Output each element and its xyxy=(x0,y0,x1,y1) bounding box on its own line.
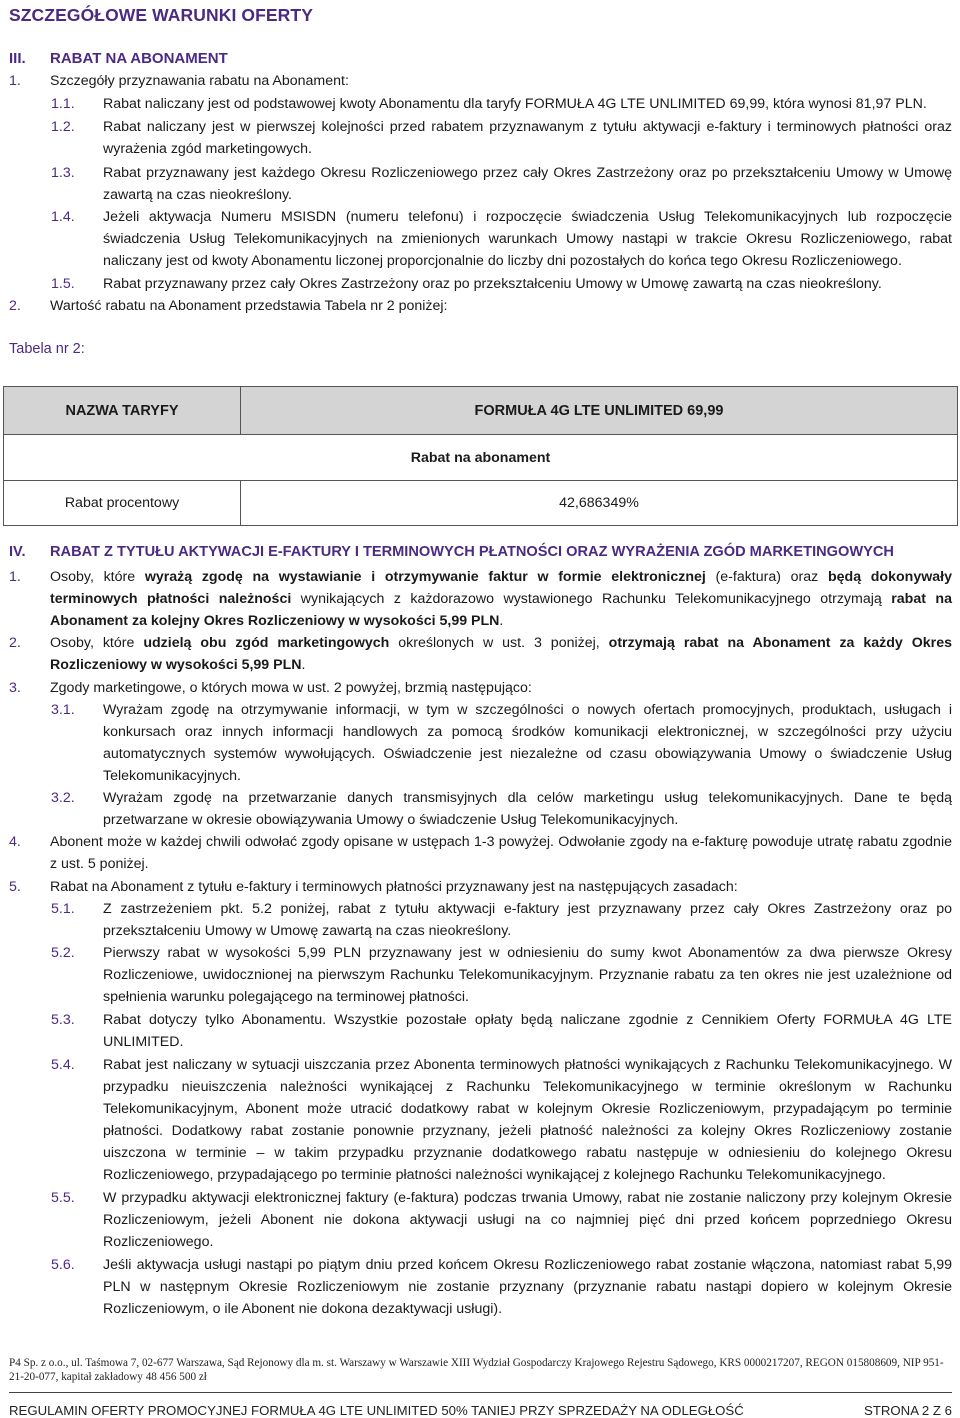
s4-paragraph-5-3: 5.3. Rabat dotyczy tylko Abonamentu. Wszystkie pozostałe opłaty będą naliczane zgodnie z Cennikiem Oferty FORMUŁA 4G LTE UNLIMITED. xyxy=(51,1012,952,1050)
header-nazwa-taryfy: NAZWA TARYFY xyxy=(4,387,241,435)
paragraph-1-4: 1.4. Jeżeli aktywacja Numeru MSISDN (numeru telefonu) i rozpoczęcie świadczenia Usług Telekomunikacyjnych lub rozpoczęcie świadczenia Usług Telekomunikacyjnych na zmienionych warunkach Umowy nastąpi w trakcie Okresu Rozliczeniowego, rabat naliczany jest od kwoty Abonamentu liczonej proporcjonalnie do liczby dni pozostałych do końca tego Okresu Rozliczeniowego. xyxy=(51,209,952,269)
s4-paragraph-2: 2. Osoby, które udzielą obu zgód marketingowych określonych w ust. 3 poniżej, otrzymają rabat na Abonament za każdy Okres Rozliczeniowy w wysokości 5,99 PLN. xyxy=(9,635,952,673)
s4-paragraph-3: 3. Zgody marketingowe, o których mowa w ust. 2 powyżej, brzmią następująco: xyxy=(9,680,532,696)
section-title: RABAT NA ABONAMENT xyxy=(50,50,228,67)
s4-paragraph-5-6: 5.6. Jeśli aktywacja usługi nastąpi po piątym dniu przed końcem Okresu Rozliczeniowego rabat zostanie włączona, natomiast rabat 5,99 PLN w następnym Okresie Rozliczeniowym nie zostanie przyznany (przyznanie rabatu nastąpi dopiero w kolejnym Okresie Rozliczeniowym, o ile Abonent nie dokona dezaktywacji usługi). xyxy=(51,1257,952,1317)
s4-paragraph-4: 4. Abonent może w każdej chwili odwołać zgody opisane w ustępach 1-3 powyżej. Odwołanie zgody na e-fakturę powoduje utratę rabatu zgodnie z ust. 5 poniżej. xyxy=(9,834,952,872)
paragraph-1-5: 1.5. Rabat przyznawany przez cały Okres Zastrzeżony oraz po przekształceniu Umowy w Umowę zawartą na czas nieokreślony. xyxy=(51,276,882,292)
footer-divider xyxy=(9,1392,952,1393)
s4-paragraph-1: 1. Osoby, które wyrażą zgodę na wystawianie i otrzymywanie faktur w formie elektronicznej (e-faktura) oraz będą dokonywały terminowych płatności należności wynikających z każdorazowo wystawionego Rachunku Telekomunikacyjnego otrzymają rabat na Abonament za kolejny Okres Rozliczeniowy w wysokości 5,99 PLN. xyxy=(9,569,952,629)
section-4-heading xyxy=(9,544,894,560)
paragraph-1-1: 1.1. Rabat naliczany jest od podstawowej kwoty Abonamentu dla taryfy FORMUŁA 4G LTE UNLIMITED 69,99, która wynosi 81,97 PLN. xyxy=(51,96,927,112)
s4-paragraph-5-5: 5.5. W przypadku aktywacji elektronicznej faktury (e-faktura) podczas trwania Umowy, rabat nie zostanie naliczony przy kolejnym Okresie Rozliczeniowym, jeżeli Abonent nie dokona aktywacji usługi na co najmniej pięć dni przed końcem poprzedniego Okresu Rozliczeniowego. xyxy=(51,1190,952,1250)
page-number: STRONA 2 Z 6 xyxy=(864,1403,952,1418)
s4-paragraph-5: 5. Rabat na Abonament z tytułu e-faktury i terminowych płatności przyznawany jest na następujących zasadach: xyxy=(9,879,738,895)
s4-paragraph-3-2: 3.2. Wyrażam zgodę na przetwarzanie danych transmisyjnych dla celów marketingu usług telekomunikacyjnych. Dane te będą przetwarzane w okresie obowiązywania Umowy o świadczenie Usług Telekomunikacyjnych. xyxy=(51,790,952,828)
company-address-footer: P4 Sp. z o.o., ul. Taśmowa 7, 02-677 Warszawa, Sąd Rejonowy dla m. st. Warszawy w Warszawie XIII Wydział Gospodarczy Krajowego Rejestru Sądowego, KRS 0000217207, REGON 015808609, NIP 951-21-20-077, kapitał zakładowy 48 456 500 zł xyxy=(9,1357,944,1383)
table-caption: Tabela nr 2: xyxy=(9,341,85,357)
s4-paragraph-5-1: 5.1. Z zastrzeżeniem pkt. 5.2 poniżej, rabat z tytułu aktywacji e-faktury jest przyznawany przez cały Okres Zastrzeżony oraz po przekształceniu Umowy w Umowę zawartą na czas nieokreślony. xyxy=(51,901,952,939)
paragraph-2: 2. Wartość rabatu na Abonament przedstawia Tabela nr 2 poniżej: xyxy=(9,298,448,314)
table-subheader-row xyxy=(4,435,958,481)
section-number: IV. xyxy=(9,544,26,560)
table-header-row xyxy=(4,387,958,435)
regulamin-title: REGULAMIN OFERTY PROMOCYJNEJ FORMUŁA 4G LTE UNLIMITED 50% TANIEJ PRZY SPRZEDAŻY NA ODLEGŁOŚĆ xyxy=(9,1403,744,1418)
paragraph-1-3: 1.3. Rabat przyznawany jest każdego Okresu Rozliczeniowego przez cały Okres Zastrzeżony oraz po przekształceniu Umowy w Umowę zawartą na czas nieokreślony. xyxy=(51,165,952,203)
s4-paragraph-5-2: 5.2. Pierwszy rabat w wysokości 5,99 PLN przyznawany jest w odniesieniu do sumy kwot Abonamentów za dwa pierwsze Okresy Rozliczeniowe, uwidocznionej na pierwszym Rachunku Telekomunikacyjnym. Przyznanie rabatu za ten okres nie jest uzależnione od spełnienia warunku polegającego na terminowej płatności. xyxy=(51,945,952,1005)
row-value: 42,686349% xyxy=(241,481,958,526)
page-title: SZCZEGÓŁOWE WARUNKI OFERTY xyxy=(9,5,313,25)
section-number: III. xyxy=(9,50,26,67)
table-row xyxy=(4,481,958,526)
section-3-heading xyxy=(9,50,228,67)
header-taryfa: FORMUŁA 4G LTE UNLIMITED 69,99 xyxy=(241,387,958,435)
paragraph-1: 1. Szczegóły przyznawania rabatu na Abonament: xyxy=(9,73,349,89)
section-title: RABAT Z TYTUŁU AKTYWACJI E-FAKTURY I TERMINOWYCH PŁATNOŚCI ORAZ WYRAŻENIA ZGÓD MARKETINGOWYCH xyxy=(50,544,894,560)
subheader-rabat: Rabat na abonament xyxy=(4,435,958,481)
s4-paragraph-5-4: 5.4. Rabat jest naliczany w sytuacji uiszczania przez Abonenta terminowych płatności wynikających z Rachunku Telekomunikacyjnego. W przypadku nieuiszczenia należności wynikającej z Rachunku Telekomunikacyjnego w terminie określonym w Rachunku Telekomunikacyjnym, Abonent może utracić dodatkowy rabat w kolejnym Okresie Rozliczeniowym, przypadającym po terminie płatności. Dodatkowy rabat zostanie ponownie przyznany, jeżeli płatność należności za kolejny Okres Rozliczeniowy zostanie uiszczona w terminie – w takim przypadku przyznanie dodatkowego rabatu następuje w odniesieniu do kolejnego Okresu Rozliczeniowego, przypadającego po terminie płatności należności wynikającej z kolejnego Rachunku Telekomunikacyjnego. xyxy=(51,1057,952,1183)
paragraph-1-2: 1.2. Rabat naliczany jest w pierwszej kolejności przed rabatem przyznawanym z tytułu aktywacji e-faktury i terminowych płatności oraz wyrażenia zgód marketingowych. xyxy=(51,119,952,157)
s4-paragraph-3-1: 3.1. Wyrażam zgodę na otrzymywanie informacji, w tym w szczególności o nowych ofertach promocyjnych, produktach, usługach i konkursach oraz innych informacji handlowych za pomocą środków komunikacji elektronicznej, w szczególności przy użyciu automatycznych systemów wywołujących. Oświadczenie jest niezależne od czasu obowiązywania Umowy o świadczenie Usług Telekomunikacyjnych. xyxy=(51,702,952,784)
rabat-table xyxy=(3,386,958,526)
row-label: Rabat procentowy xyxy=(4,481,241,526)
